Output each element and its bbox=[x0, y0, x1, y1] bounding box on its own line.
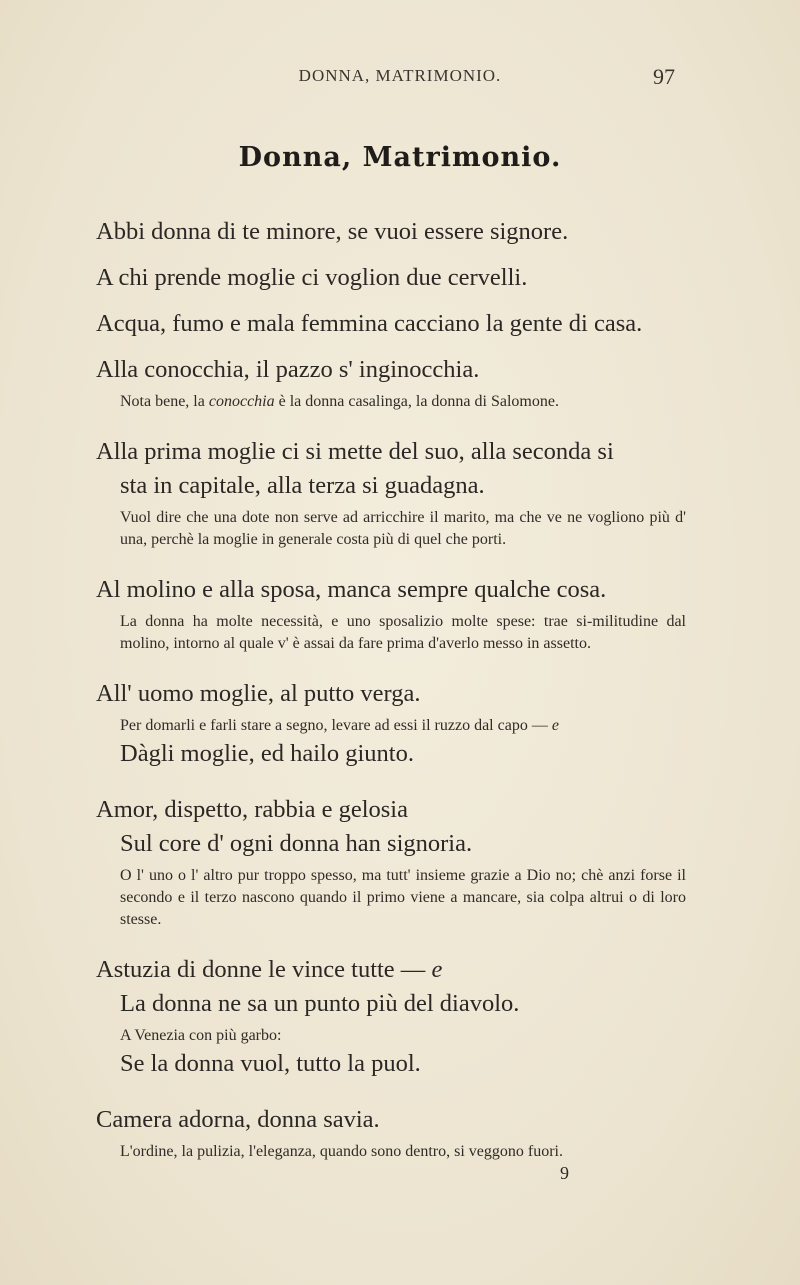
proverb-italic-e: e bbox=[431, 956, 443, 983]
page-number: 97 bbox=[653, 64, 675, 89]
section-title: Donna, Matrimonio. bbox=[238, 142, 562, 173]
proverb-list bbox=[96, 215, 686, 1163]
proverb: Alla conocchia, il pazzo s' inginocchia. bbox=[96, 356, 480, 383]
proverb: Acqua, fumo e mala femmina cacciano la gente di casa. bbox=[96, 310, 643, 337]
printer-signature: 9 bbox=[560, 1163, 569, 1183]
proverb bbox=[96, 953, 686, 987]
note-italic-e: e bbox=[551, 717, 559, 734]
proverb: Camera adorna, donna savia. bbox=[96, 1106, 380, 1133]
proverb-line: Alla prima moglie ci si mette del suo, alla seconda si bbox=[96, 438, 614, 465]
proverb-line: sta in capitale, alla terza si guadagna. bbox=[120, 472, 485, 499]
proverb-note: A Venezia con più garbo: bbox=[120, 1027, 282, 1044]
proverb-note bbox=[96, 391, 686, 413]
note-text: Per domarli e farli stare a segno, levare ad essi il ruzzo dal capo — bbox=[120, 717, 548, 734]
proverb-note bbox=[96, 715, 686, 737]
proverb-note: Vuol dire che una dote non serve ad arricchire il marito, ma che ve ne vogliono più d' una, perchè la moglie in generale costa più di quel che porti. bbox=[120, 509, 686, 548]
running-head bbox=[0, 66, 800, 96]
proverb: A chi prende moglie ci voglion due cervelli. bbox=[96, 264, 528, 291]
proverb: All' uomo moglie, al putto verga. bbox=[96, 680, 421, 707]
proverb: Se la donna vuol, tutto la puol. bbox=[120, 1050, 421, 1077]
proverb-line: Sul core d' ogni donna han signoria. bbox=[120, 830, 473, 857]
proverb: Al molino e alla sposa, manca sempre qualche cosa. bbox=[96, 576, 607, 603]
proverb-line: Amor, dispetto, rabbia e gelosia bbox=[96, 796, 408, 823]
proverb-note: O l' uno o l' altro pur troppo spesso, ma tutt' insieme grazie a Dio no; chè anzi forse il secondo e il terzo nascono quando il primo viene a mancare, sia colpa altrui o di loro stesse. bbox=[120, 867, 686, 928]
note-italic-term: conocchia bbox=[208, 393, 275, 410]
proverb: Abbi donna di te minore, se vuoi essere signore. bbox=[96, 218, 569, 245]
note-text: Nota bene, la bbox=[120, 393, 209, 410]
note-text: è la donna casalinga, la donna di Salomone. bbox=[274, 393, 559, 410]
proverb: La donna ne sa un punto più del diavolo. bbox=[120, 990, 520, 1017]
proverb: Dàgli moglie, ed hailo giunto. bbox=[120, 740, 414, 767]
running-title: DONNA, MATRIMONIO. bbox=[298, 66, 502, 85]
proverb-text: Astuzia di donne le vince tutte — bbox=[96, 956, 426, 983]
proverb-note: L'ordine, la pulizia, l'eleganza, quando sono dentro, si veggono fuori. bbox=[120, 1143, 563, 1160]
proverb-note: La donna ha molte necessità, e uno sposalizio molte spese: trae si-militudine dal molino, intorno al quale v' è assai da fare prima d'averlo messo in assetto. bbox=[120, 613, 686, 652]
